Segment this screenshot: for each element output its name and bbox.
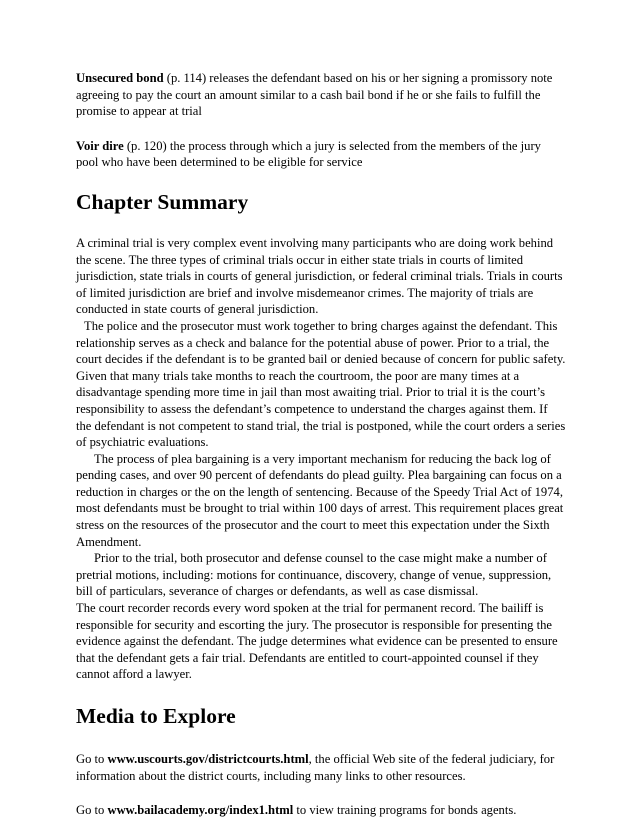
summary-paragraph: Prior to the trial, both prosecutor and defense counsel to the case might make a number of pretrial motions, including: motions for continuance, discovery, change of venue, suppression, bill of particulars, severance of charges or defendants, as well as case dismissal. <box>76 551 552 599</box>
glossary-definition: (p. 120) the process through which a jury is selected from the members of the jury pool who have been determined to be eligible for service <box>76 138 541 170</box>
glossary-entry-voir-dire <box>76 138 566 171</box>
summary-paragraph: The police and the prosecutor must work together to bring charges against the defendant. This relationship serves as a check and balance for the potential abuse of power. Prior to a trial, the court decides if the defendant is to be granted bail or denied because of concern for public safety. Given that many trials take months to reach the courtroom, the poor are many times at a disadvantage spending more time in jail than most awaiting trial. Prior to trial it is the court’s responsibility to assess the defendant’s competence to understand the charges against them. If the defendant is not competent to stand trial, the trial is postponed, while the court orders a series of psychiatric evaluations. <box>76 318 566 450</box>
media-item-suffix: , the official Web site of the federal judiciary, for information about the district courts, including many links to other resources. <box>76 752 555 783</box>
glossary-entry-unsecured-bond <box>76 70 566 120</box>
glossary-definition: (p. 114) releases the defendant based on his or her signing a promissory note agreeing to pay the court an amount similar to a cash bail bond if he or she fails to fulfill the promise to appear at trial <box>76 71 553 119</box>
media-item <box>76 802 566 819</box>
bailacademy-link[interactable]: www.bailacademy.org/index1.html <box>107 803 294 818</box>
glossary-term: Unsecured bond <box>76 71 164 85</box>
document-page <box>76 70 566 837</box>
media-to-explore-heading: Media to Explore <box>76 704 236 728</box>
uscourts-link[interactable]: www.uscourts.gov/districtcourts.html <box>107 752 309 766</box>
summary-paragraph: A criminal trial is very complex event involving many participants who are doing work behind the scene. The three types of criminal trials occur in either state trials in courts of limited jurisdiction, state trials in courts of general jurisdiction, or federal criminal trials. Trials in courts of limited jurisdiction are brief and involve misdemeanor crimes. The majority of trials are conducted in state courts of general jurisdiction. <box>76 235 563 317</box>
glossary-term: Voir dire <box>76 138 124 153</box>
media-item <box>76 751 566 784</box>
summary-paragraph: The court recorder records every word spoken at the trial for permanent record. The bailiff is responsible for security and escorting the jury. The prosecutor is responsible for presenting the evidence against the defendant. The judge determines what evidence can be presented to ensure that the defendant gets a fair trial. Defendants are entitled to court-appointed counsel if they cannot afford a lawyer. <box>76 601 558 682</box>
summary-paragraph: The process of plea bargaining is a very important mechanism for reducing the back log of pending cases, and over 90 percent of defendants do plead guilty. Plea bargaining can focus on a reduction in charges or the on the length of sentencing. Because of the Speedy Trial Act of 1974, most defendants must be brought to trial within 100 days of arrest. This requirement places great stress on the resources of the prosecutor and the court to meet this expectation under the Sixth Amendment. <box>76 451 564 549</box>
chapter-summary-heading: Chapter Summary <box>76 189 249 214</box>
media-item-prefix: Go to <box>76 803 108 818</box>
media-item-suffix: to view training programs for bonds agents. <box>293 803 517 818</box>
media-item-prefix: Go to <box>76 752 108 766</box>
